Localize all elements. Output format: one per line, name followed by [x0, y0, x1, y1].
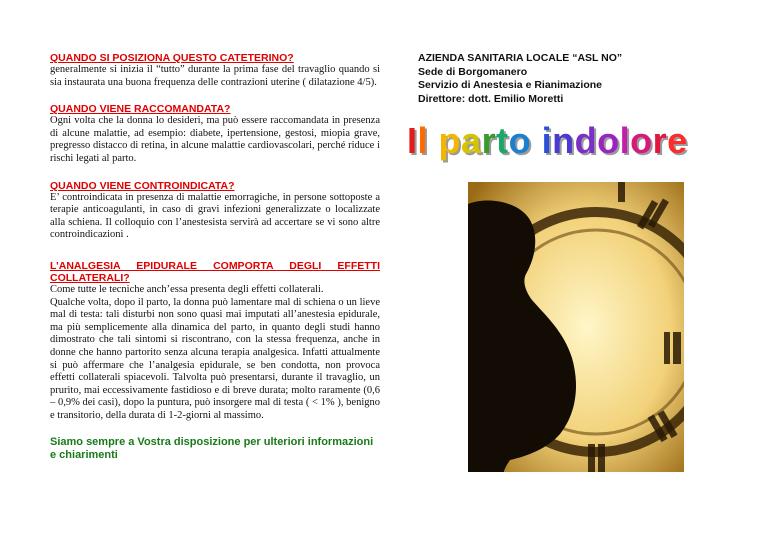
photo-illustration — [468, 182, 684, 472]
title-letter: a — [461, 120, 482, 161]
org-site: Sede di Borgomanero — [418, 65, 528, 78]
section-body: Ogni volta che la donna lo desideri, ma può essere raccomandata in presenza di alcune malattie, ad esempio: diabete, ipertensione, gestosi, miopia grave, pregresso distacco di retina, in alcune malattie cardiovascolari, perché riduce i rischi legati al parto. — [50, 115, 380, 164]
org-department: Servizio di Anestesia e Rianimazione — [418, 79, 603, 92]
title-letter: t — [496, 120, 509, 161]
org-name: AZIENDA SANITARIA LOCALE “ASL NO” — [418, 52, 623, 64]
section-contraindicated — [50, 180, 380, 242]
title-letter: l — [619, 120, 631, 161]
title-letter: n — [552, 120, 575, 161]
title-letter — [428, 120, 439, 161]
title-letter: o — [508, 120, 532, 161]
title-letter: p — [438, 120, 462, 161]
left-column — [50, 52, 380, 473]
org-director: Direttore: dott. Emilio Moretti — [418, 92, 564, 105]
section-title: QUANDO VIENE RACCOMANDATA? — [50, 103, 231, 116]
section-title: QUANDO VIENE CONTROINDICATA? — [50, 179, 235, 192]
closing-note: Siamo sempre a Vostra disposizione per ulteriori informazioni e chiarimenti — [50, 436, 374, 462]
title-letter: d — [574, 120, 598, 161]
section-body: Qualche volta, dopo il parto, la donna può lamentare mal di schiena o un lieve mal di testa: tali disturbi non sono quasi mai imputati all’anestesia epidurale, ma più semplicemente alla dinamica del parto, in quanto degli studi hanno dimostrato che tali sintomi si riscontrano, con la stessa frequenza, anche in donne che hanno partorito senza alcuna terapia analgesica. Infatti attualmente si può affermare che l’analgesia epidurale, se ben condotta, non provoca effetti collaterali spiacevoli. Talvolta può presentarsi, durante il travaglio, un prurito, mai eccessivamente fastidioso e di breve durata; molto raramente (0,6 – 0,9% dei casi), dopo la puntura, può insorgere mal di testa ( < 1% ), benigno e transitorio, della durata di 1-2-giorni al massimo. — [50, 296, 380, 421]
title-letter: r — [652, 120, 668, 161]
title-letter: e — [667, 120, 688, 161]
section-body: generalmente si inizia il “tutto” durante la prima fase del travaglio quando si sia instaurata una buona frequenza delle contrazioni uterine ( dilatazione 4/5). — [50, 64, 380, 88]
title-letter: i — [541, 120, 553, 161]
title-letter — [531, 120, 542, 161]
brochure-title — [407, 120, 688, 162]
right-column — [418, 52, 738, 106]
section-body: E’ controindicata in presenza di malattie emorragiche, in persone sottoposte a terapie anticoagulanti, in caso di gravi infezioni generalizzate o localizzate alla schiena. Il colloquio con l’anestesista servirà ad accertare se vi sono altre controindicazioni . — [50, 191, 380, 241]
title-letter: r — [481, 120, 497, 161]
title-letter: o — [597, 120, 620, 161]
title-letter: o — [630, 120, 653, 161]
section-positioning — [50, 52, 380, 89]
title-letter: l — [417, 120, 429, 161]
section-recommended — [50, 103, 380, 165]
section-side-effects — [50, 260, 380, 423]
section-title: QUANDO SI POSIZIONA QUESTO CATETERINO? — [50, 52, 294, 64]
title-letter: I — [407, 120, 418, 161]
section-body-intro: Come tutte le tecniche anch’essa presenta degli effetti collaterali. — [50, 283, 324, 295]
section-title: L’ANALGESIA EPIDURALE COMPORTA DEGLI EFFETTI COLLATERALI? — [50, 259, 380, 284]
pregnant-silhouette-clock-image — [468, 182, 684, 472]
